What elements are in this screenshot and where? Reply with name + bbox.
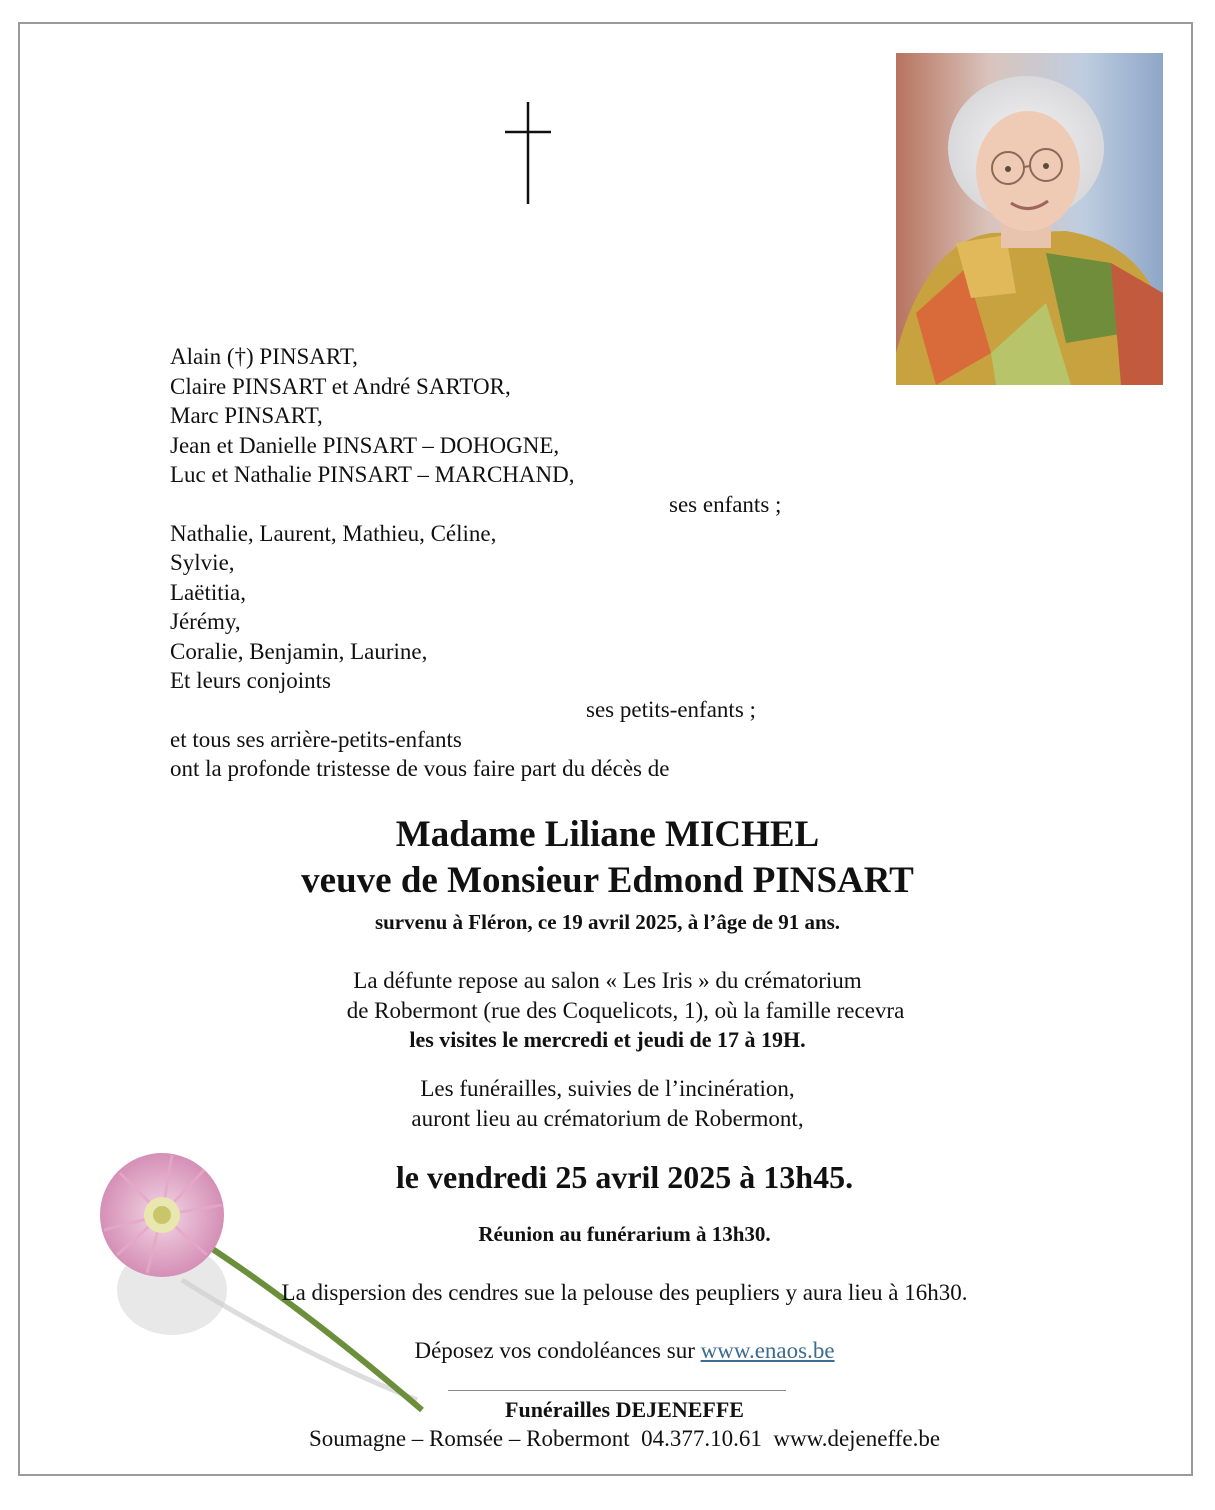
child-line: Jean et Danielle PINSART – DOHOGNE, (170, 433, 560, 458)
footer-details: Soumagne – Romsée – Robermont 04.377.10.61 www.dejeneffe.be (308, 1426, 941, 1451)
condolences-text: Déposez vos condoléances sur (414, 1338, 701, 1363)
grandchild-line: Nathalie, Laurent, Mathieu, Céline, (170, 521, 497, 546)
footer-company: Funérailles DEJENEFFE (505, 1397, 744, 1422)
grandchild-line: Jérémy, (170, 609, 241, 634)
condolences-line (17, 1336, 1215, 1365)
condolences-link[interactable]: www.enaos.be (700, 1338, 835, 1363)
funeral-line: auront lieu au crématorium de Robermont, (411, 1106, 804, 1131)
child-line: Luc et Nathalie PINSART – MARCHAND, (170, 462, 575, 487)
funeral-date: le vendredi 25 avril 2025 à 13h45. (395, 1159, 854, 1195)
death-details: survenu à Fléron, ce 19 avril 2025, à l’âge de 91 ans. (374, 910, 841, 934)
footer-divider (448, 1390, 786, 1391)
portrait-photo (896, 53, 1163, 385)
grandchildren-label: ses petits-enfants ; (586, 697, 756, 722)
great-grandchildren-line: et tous ses arrière-petits-enfants (170, 727, 462, 752)
child-line: Alain (†) PINSART, (170, 344, 358, 369)
cross-icon (505, 102, 551, 204)
ashes-dispersion: La dispersion des cendres sue la pelouse des peupliers y aura lieu à 16h30. (281, 1280, 968, 1305)
child-line: Marc PINSART, (170, 403, 323, 428)
deceased-name: Madame Liliane MICHEL (395, 814, 820, 855)
deceased-spouse: veuve de Monsieur Edmond PINSART (301, 860, 914, 901)
children-label: ses enfants ; (669, 492, 782, 517)
meeting-time: Réunion au funérarium à 13h30. (478, 1222, 771, 1246)
grandchild-line: Laëtitia, (170, 580, 246, 605)
visitation-line: de Robermont (rue des Coquelicots, 1), où la famille recevra (346, 998, 905, 1023)
grandchild-line: Sylvie, (170, 550, 235, 575)
funeral-line: Les funérailles, suivies de l’incinération, (420, 1076, 795, 1101)
grandchild-line: Coralie, Benjamin, Laurine, (170, 639, 428, 664)
announcement-line: ont la profonde tristesse de vous faire part du décès de (170, 756, 670, 781)
visitation-line: La défunte repose au salon « Les Iris » du crématorium (353, 968, 862, 993)
grandchild-line: Et leurs conjoints (170, 668, 331, 693)
visitation-hours: les visites le mercredi et jeudi de 17 à 19H. (409, 1027, 806, 1052)
child-line: Claire PINSART et André SARTOR, (170, 374, 511, 399)
